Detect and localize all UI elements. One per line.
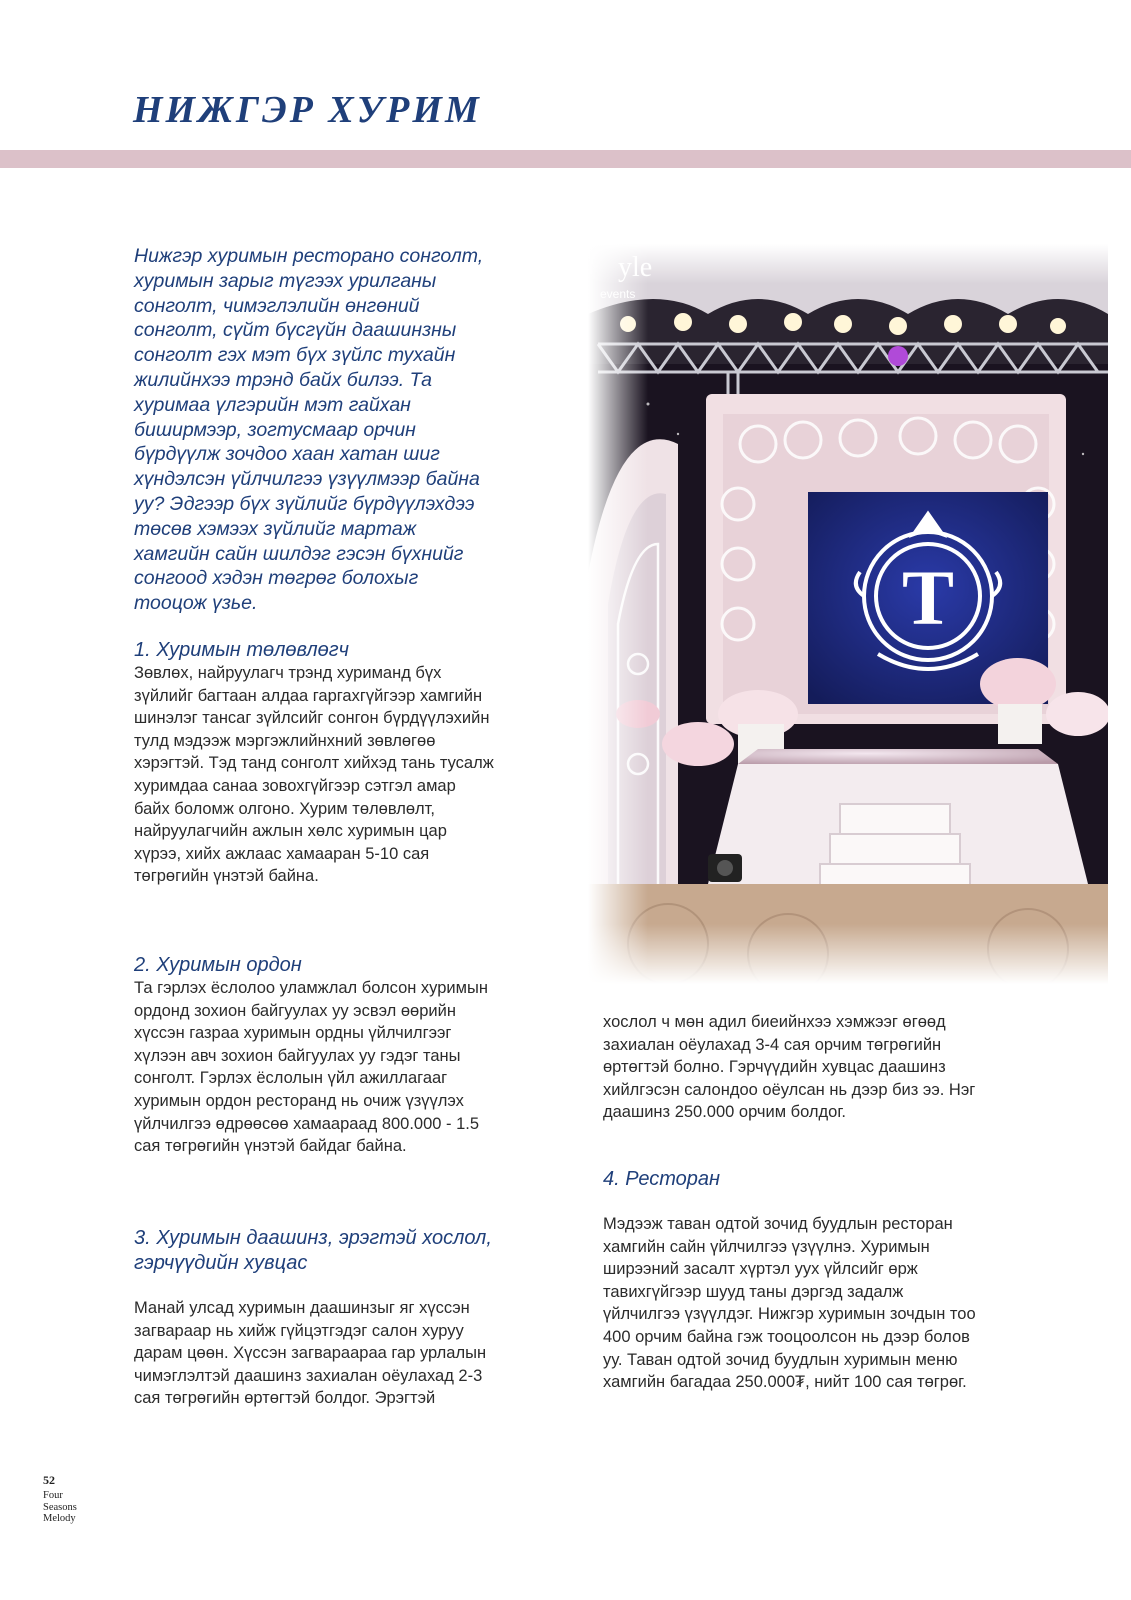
page-title: НИЖГЭР ХУРИМ [133, 89, 482, 131]
section-planner-body: Зөвлөх, найруулагч трэнд хуриманд бүх зүйлийг багтаан алдаа гаргахгүйгээр хамгийн шинэлэг тансаг зүйлсийг сонгон бүрдүүлэхийн тулд мэдээж мэргэжлийнхний зөвлөгөө хэрэгтэй. Тэд танд сонголт хийхэд тань тусалж хуримдаа санаа зовохгүйгээр сэтгэл амар байх боломж олгоно. Хурим төлөвлөлт, найруулагчийн ажлын хөлс хуримын цар хүрээ, хийх ажлаас хамааран 5-10 сая төгрөгийн үнэтэй байна. [134, 664, 494, 886]
magazine-name [43, 1490, 77, 1525]
intro-paragraph: Нижгэр хуримын ресторано сонголт, хуримын зарыг түгээх урилганы сонголт, чимэглэлийн өнгөний сонголт, сүйт бүсгүйн даашинзны сонголт гэх мэт бүх зүйлс тухайн жилийнхээ трэнд байх билээ. Та хуримаа үлгэрийн мэт гайхан биширмээр, зогтусмаар орчин бүрдүүлж зочдоо хаан хатан шиг хүндэлсэн үйлчилгээ үзүүлмээр байна уу? Эдгээр бүх зүйлийг бүрдүүлэхдээ төсөв хэмээх зүйлийг мартаж хамгийн сайн шилдэг гэсэн бүхнийг сонгоод хэдэн төгрөг болохыг тооцож үзье. [134, 245, 484, 615]
section-attire-body-continued: хослол ч мөн адил биеийнхээ хэмжээг өгөөд захиалан оёулахад 3-4 сая орчим төгрөгийн өртөгтэй болно. Гэрчүүдийн хувцас даашинз хийлгэсэн салондоо оёулсан нь дээр биз ээ. Нэг даашинз 250.000 орчим болдог. [603, 1013, 976, 1122]
page-number: 52 [43, 1473, 55, 1487]
section-palace-body: Та гэрлэх ёслолоо уламжлал болсон хуримын ордонд зохион байгуулах уу эсвэл өөрийн хүссэн газраа хуримын ордны үйлчилгээг хүлээн авч зохион байгуулах уу гэдэг таны сонголт. Гэрлэх ёслолын үйл ажиллагааг хуримын ордон ресторанд нь очиж үзүүлэх үйлчилгээ өдрөөсөө хамаараад 800.000 - 1.5 сая төгрөгийн үнэтэй байдаг байна. [134, 979, 488, 1156]
section-attire-heading: 3. Хуримын даашинз, эрэгтэй хослол, гэрчүүдийн хувцас [134, 1227, 492, 1274]
monogram-letter: T [901, 554, 955, 641]
page-footer [43, 1473, 77, 1525]
section-restaurant-body: Мэдээж таван одтой зочид буудлын ресторан хамгийн сайн үйлчилгээ үзүүлнэ. Хуримын ширээний засалт хүртэл уух үйлсийг өрж тавихгүйгээр шууд таны дэргэд задалж үйлчилгээ үзүүлдэг. Нижгэр хуримын зочдын тоо 400 орчим байна гэж тооцоолсон нь дээр болов уу. Таван одтой зочид буудлын хуримын меню хамгийн багадаа 250.000₮, нийт 100 сая төгрөг. [603, 1215, 976, 1392]
header-band [0, 150, 1131, 168]
wedding-stage-photo [588, 244, 1108, 984]
section-restaurant-heading: 4. Ресторан [603, 1168, 721, 1190]
section-attire-body: Манай улсад хуримын даашинзыг яг хүссэн загвараар нь хийж гүйцэтгэдэг салон хуруу дарам цөөн. Хүссэн загвараараа гар урлалын чимэглэлтэй даашинз захиалан оёулахад 2-3 сая төгрөгийн өртөгтэй болдог. Эрэгтэй [134, 1299, 487, 1408]
magazine-name-line: Seasons [43, 1501, 77, 1513]
section-planner-heading: 1. Хуримын төлөвлөгч [134, 639, 349, 661]
magazine-name-line: Melody [43, 1513, 76, 1524]
magazine-name-line: Four [43, 1490, 63, 1501]
section-palace-heading: 2. Хуримын ордон [134, 954, 302, 976]
